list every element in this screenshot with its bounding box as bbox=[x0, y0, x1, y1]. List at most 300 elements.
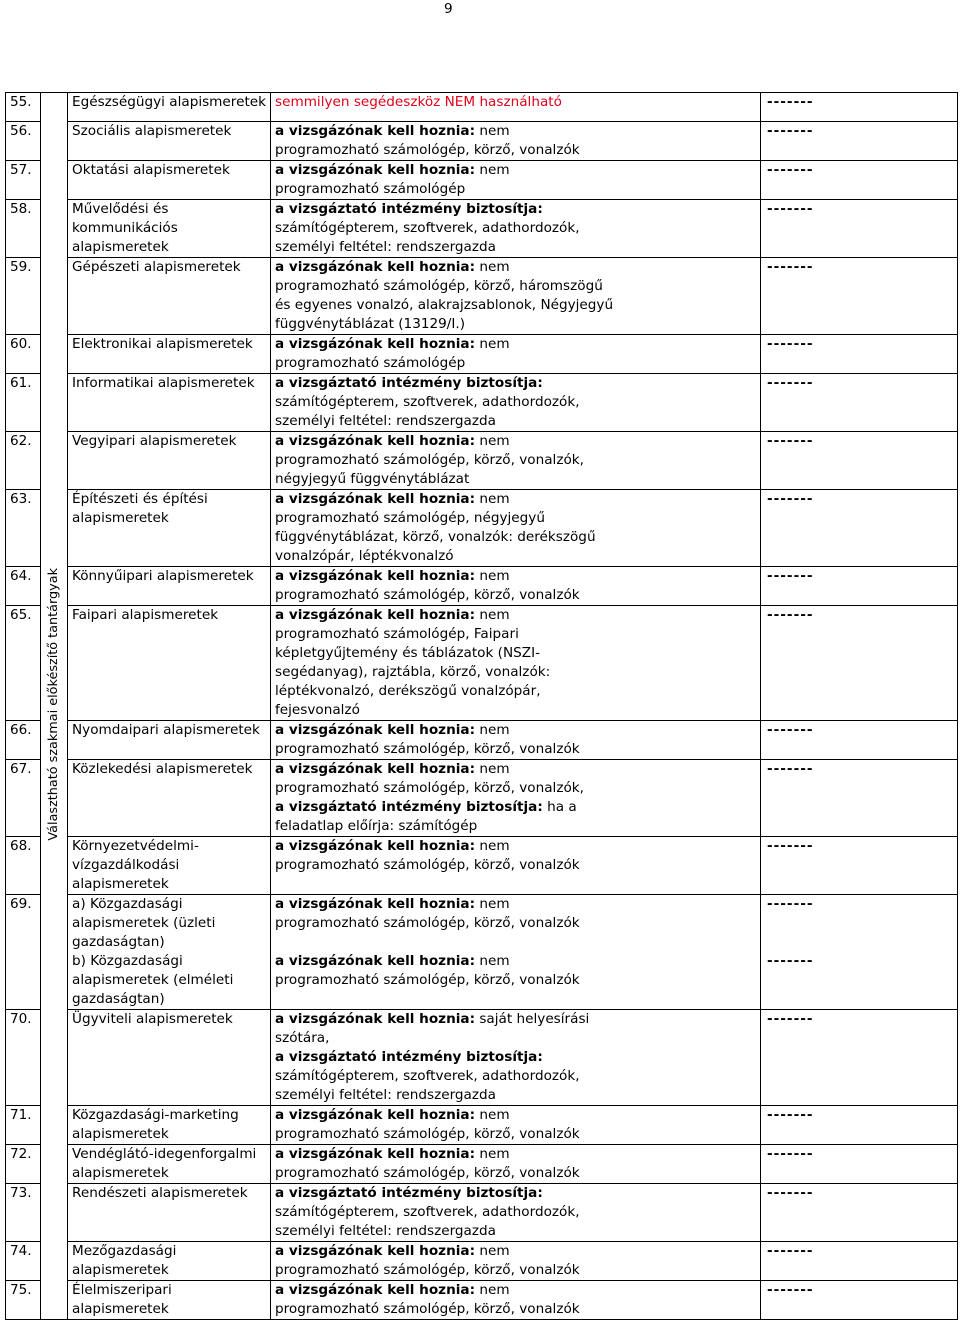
dash-block bbox=[767, 1145, 957, 1183]
dash-block bbox=[767, 258, 957, 334]
exam-table-body bbox=[6, 93, 958, 1320]
requirement-cell bbox=[271, 122, 761, 161]
requirement-line bbox=[275, 1203, 760, 1222]
dash-cell bbox=[761, 258, 958, 335]
subject-cell bbox=[68, 760, 271, 837]
dash-mark: ------- bbox=[767, 201, 814, 217]
requirement-line bbox=[275, 219, 760, 238]
requirement-block bbox=[275, 1242, 760, 1280]
subject-cell bbox=[68, 258, 271, 335]
requirement-block bbox=[275, 161, 760, 199]
table-row bbox=[6, 432, 958, 490]
subject-line: Környezetvédelmi- bbox=[72, 838, 199, 854]
subject-line: alapismeretek bbox=[72, 1301, 169, 1317]
table-row bbox=[6, 721, 958, 760]
requirement-text: nem bbox=[475, 433, 510, 449]
requirement-cell bbox=[271, 1184, 761, 1242]
requirement-line bbox=[275, 1067, 760, 1086]
requirement-heading: a vizsgázónak kell hoznia: bbox=[275, 568, 476, 584]
subject-cell bbox=[68, 1281, 271, 1320]
requirement-line bbox=[275, 122, 760, 141]
requirement-text: vonalzópár, léptékvonalzó bbox=[275, 548, 454, 564]
requirement-line bbox=[275, 1086, 760, 1105]
requirement-line bbox=[275, 914, 760, 933]
requirement-line bbox=[275, 1106, 760, 1125]
requirement-heading: a vizsgáztató intézmény biztosítja: bbox=[275, 1185, 543, 1201]
requirement-line bbox=[275, 528, 760, 547]
requirement-text: programozható számológép, körző, vonalzók bbox=[275, 142, 580, 158]
dash-block bbox=[767, 122, 957, 160]
dash-cell bbox=[761, 567, 958, 606]
subject-cell bbox=[68, 721, 271, 760]
subject-line: Nyomdaipari alapismeretek bbox=[72, 722, 260, 738]
requirement-text: programozható számológép, körző, vonalzók bbox=[275, 857, 580, 873]
requirement-text: saját helyesírási bbox=[475, 1011, 590, 1027]
requirement-line bbox=[275, 1242, 760, 1261]
requirement-text: számítógépterem, szoftverek, adathordozók, bbox=[275, 394, 580, 410]
dash-block bbox=[767, 335, 957, 373]
requirement-text: programozható számológép bbox=[275, 355, 466, 371]
row-number: 55. bbox=[10, 94, 32, 110]
requirement-block bbox=[275, 374, 760, 431]
dash-mark: ------- bbox=[767, 1243, 814, 1259]
requirement-heading: a vizsgázónak kell hoznia: bbox=[275, 433, 476, 449]
requirement-cell bbox=[271, 258, 761, 335]
subject-block bbox=[72, 335, 270, 373]
dash-mark: ------- bbox=[767, 123, 814, 139]
requirement-cell bbox=[271, 161, 761, 200]
requirement-heading: a vizsgázónak kell hoznia: bbox=[275, 896, 476, 912]
row-number-cell bbox=[6, 161, 41, 200]
subject-line: vízgazdálkodási bbox=[72, 857, 180, 873]
table-row bbox=[6, 161, 958, 200]
subject-block bbox=[72, 1145, 270, 1183]
subject-block bbox=[72, 952, 270, 1009]
requirement-heading: a vizsgáztató intézmény biztosítja: bbox=[275, 201, 543, 217]
dash-block bbox=[767, 721, 957, 759]
dash-cell bbox=[761, 837, 958, 895]
dash-block bbox=[767, 1184, 957, 1241]
requirement-text: nem bbox=[475, 1146, 510, 1162]
table-row bbox=[6, 258, 958, 335]
dash-cell bbox=[761, 721, 958, 760]
row-number: 57. bbox=[10, 162, 32, 178]
requirement-line bbox=[275, 663, 760, 682]
requirement-line bbox=[275, 1048, 760, 1067]
subject-line: Rendészeti alapismeretek bbox=[72, 1185, 248, 1201]
requirement-text: négyjegyű függvénytáblázat bbox=[275, 471, 470, 487]
requirement-heading: a vizsgázónak kell hoznia: bbox=[275, 336, 476, 352]
requirement-heading: a vizsgáztató intézmény biztosítja: bbox=[275, 799, 543, 815]
row-number: 62. bbox=[10, 433, 32, 449]
dash-cell bbox=[761, 200, 958, 258]
subject-block bbox=[72, 200, 270, 257]
requirement-heading: a vizsgázónak kell hoznia: bbox=[275, 259, 476, 275]
dash-block bbox=[767, 432, 957, 489]
table-row bbox=[6, 93, 958, 122]
requirement-cell bbox=[271, 374, 761, 432]
requirement-line bbox=[275, 509, 760, 528]
requirement-heading: a vizsgázónak kell hoznia: bbox=[275, 953, 476, 969]
subject-line: Elektronikai alapismeretek bbox=[72, 336, 253, 352]
subject-block bbox=[72, 895, 270, 952]
requirement-text: képletgyűjtemény és táblázatok (NSZI- bbox=[275, 645, 540, 661]
requirement-text: segédanyag), rajztábla, körző, vonalzók: bbox=[275, 664, 551, 680]
requirement-block bbox=[275, 432, 760, 489]
dash-block bbox=[767, 895, 957, 952]
subject-block bbox=[72, 606, 270, 720]
dash-mark: ------- bbox=[767, 433, 814, 449]
subject-line: Közgazdasági-marketing bbox=[72, 1107, 239, 1123]
subject-block bbox=[72, 837, 270, 894]
subject-line: alapismeretek bbox=[72, 1262, 169, 1278]
dash-cell bbox=[761, 335, 958, 374]
row-number-cell bbox=[6, 567, 41, 606]
subject-line: gazdaságtan) bbox=[72, 934, 165, 950]
subject-line: Gépészeti alapismeretek bbox=[72, 259, 241, 275]
requirement-text: nem bbox=[475, 491, 510, 507]
dash-block bbox=[767, 837, 957, 894]
dash-block bbox=[767, 1242, 957, 1280]
table-row bbox=[6, 1242, 958, 1281]
requirement-cell bbox=[271, 760, 761, 837]
requirement-cell bbox=[271, 1281, 761, 1320]
table-row bbox=[6, 335, 958, 374]
requirement-text: programozható számológép, körző, vonalzók bbox=[275, 1165, 580, 1181]
row-number-cell bbox=[6, 606, 41, 721]
subject-line: b) Közgazdasági bbox=[72, 953, 183, 969]
row-number-cell bbox=[6, 1184, 41, 1242]
requirement-block bbox=[275, 335, 760, 373]
table-row bbox=[6, 200, 958, 258]
row-number: 73. bbox=[10, 1185, 32, 1201]
row-number-cell bbox=[6, 1145, 41, 1184]
requirement-text: programozható számológép, körző, vonalzók bbox=[275, 972, 580, 988]
subject-line: Könnyűipari alapismeretek bbox=[72, 568, 254, 584]
row-number: 65. bbox=[10, 607, 32, 623]
requirement-line bbox=[275, 1125, 760, 1144]
subject-block bbox=[72, 1281, 270, 1319]
dash-block bbox=[767, 161, 957, 199]
subject-block bbox=[72, 1242, 270, 1280]
subject-line: alapismeretek bbox=[72, 1126, 169, 1142]
table-row bbox=[6, 490, 958, 567]
requirement-line bbox=[275, 470, 760, 489]
subject-cell bbox=[68, 895, 271, 1010]
dash-block bbox=[767, 490, 957, 566]
requirement-text: személyi feltétel: rendszergazda bbox=[275, 413, 496, 429]
row-number: 59. bbox=[10, 259, 32, 275]
requirement-text: programozható számológép bbox=[275, 181, 466, 197]
subject-line: gazdaságtan) bbox=[72, 991, 165, 1007]
requirement-text: feladatlap előírja: számítógép bbox=[275, 818, 478, 834]
requirement-text: programozható számológép, körző, vonalzók bbox=[275, 1301, 580, 1317]
requirement-line bbox=[275, 721, 760, 740]
requirement-block bbox=[275, 200, 760, 257]
dash-cell bbox=[761, 122, 958, 161]
dash-block bbox=[767, 374, 957, 431]
row-number-cell bbox=[6, 1010, 41, 1106]
row-number: 58. bbox=[10, 201, 32, 217]
requirement-text: léptékvonalzó, derékszögű vonalzópár, bbox=[275, 683, 541, 699]
requirement-line bbox=[275, 1281, 760, 1300]
requirement-heading: a vizsgázónak kell hoznia: bbox=[275, 838, 476, 854]
requirement-line bbox=[275, 277, 760, 296]
table-row bbox=[6, 1010, 958, 1106]
requirement-text: programozható számológép, körző, háromszögű bbox=[275, 278, 603, 294]
subject-cell bbox=[68, 93, 271, 122]
dash-block bbox=[767, 1106, 957, 1144]
requirement-text: függvénytáblázat (13129/I.) bbox=[275, 316, 466, 332]
requirement-line bbox=[275, 180, 760, 199]
subject-cell bbox=[68, 606, 271, 721]
dash-cell bbox=[761, 1242, 958, 1281]
dash-mark: ------- bbox=[767, 259, 814, 275]
requirement-text: programozható számológép, körző, vonalzók bbox=[275, 1126, 580, 1142]
requirement-text: nem bbox=[475, 123, 510, 139]
subject-line: alapismeretek bbox=[72, 876, 169, 892]
dash-cell bbox=[761, 1010, 958, 1106]
subject-block bbox=[72, 1010, 270, 1105]
dash-mark: ------- bbox=[767, 1282, 814, 1298]
requirement-heading: a vizsgázónak kell hoznia: bbox=[275, 761, 476, 777]
requirement-text: programozható számológép, körző, vonalzók bbox=[275, 915, 580, 931]
dash-cell bbox=[761, 1145, 958, 1184]
subject-cell bbox=[68, 567, 271, 606]
dash-mark: ------- bbox=[767, 491, 814, 507]
dash-block bbox=[767, 93, 957, 121]
requirement-cell bbox=[271, 837, 761, 895]
requirement-block bbox=[275, 606, 760, 720]
requirement-text: szótára, bbox=[275, 1030, 330, 1046]
requirement-line bbox=[275, 200, 760, 219]
requirement-line bbox=[275, 296, 760, 315]
row-number-cell bbox=[6, 1281, 41, 1320]
row-number-cell bbox=[6, 258, 41, 335]
subject-cell bbox=[68, 335, 271, 374]
dash-cell bbox=[761, 93, 958, 122]
requirement-line bbox=[275, 740, 760, 759]
requirement-line bbox=[275, 393, 760, 412]
requirement-line bbox=[275, 856, 760, 875]
requirement-text: programozható számológép, körző, vonalzók bbox=[275, 587, 580, 603]
requirement-text: programozható számológép, körző, vonalzók, bbox=[275, 452, 584, 468]
row-number: 64. bbox=[10, 568, 32, 584]
subject-line: kommunikációs bbox=[72, 220, 178, 236]
requirement-text: nem bbox=[475, 568, 510, 584]
requirement-line bbox=[275, 141, 760, 160]
exam-requirements-table bbox=[5, 92, 958, 1320]
requirement-line bbox=[275, 238, 760, 257]
requirement-text: személyi feltétel: rendszergazda bbox=[275, 1087, 496, 1103]
requirement-text: nem bbox=[475, 162, 510, 178]
subject-block bbox=[72, 1106, 270, 1144]
requirement-cell bbox=[271, 895, 761, 1010]
dash-mark: ------- bbox=[767, 1107, 814, 1123]
requirement-line bbox=[275, 779, 760, 798]
dash-mark: ------- bbox=[767, 607, 814, 623]
subject-block bbox=[72, 161, 270, 199]
dash-cell bbox=[761, 895, 958, 1010]
subject-block bbox=[72, 1184, 270, 1241]
requirement-heading: a vizsgázónak kell hoznia: bbox=[275, 1146, 476, 1162]
requirement-line bbox=[275, 1261, 760, 1280]
row-number-cell bbox=[6, 374, 41, 432]
subject-cell bbox=[68, 161, 271, 200]
requirement-text: nem bbox=[475, 607, 510, 623]
table-row bbox=[6, 760, 958, 837]
requirement-heading: a vizsgázónak kell hoznia: bbox=[275, 1243, 476, 1259]
requirement-block bbox=[275, 258, 760, 334]
requirement-text: nem bbox=[475, 896, 510, 912]
requirement-block bbox=[275, 490, 760, 566]
requirement-cell bbox=[271, 432, 761, 490]
row-number-cell bbox=[6, 837, 41, 895]
dash-block bbox=[767, 567, 957, 605]
requirement-line bbox=[275, 1029, 760, 1048]
row-number: 69. bbox=[10, 896, 32, 912]
requirement-block bbox=[275, 567, 760, 605]
subject-cell bbox=[68, 1242, 271, 1281]
dash-cell bbox=[761, 432, 958, 490]
requirement-text: és egyenes vonalzó, alakrajzsablonok, Négyjegyű bbox=[275, 297, 614, 313]
row-number: 66. bbox=[10, 722, 32, 738]
row-number-cell bbox=[6, 200, 41, 258]
requirement-block bbox=[275, 1281, 760, 1319]
dash-block bbox=[767, 760, 957, 836]
subject-line: Ügyviteli alapismeretek bbox=[72, 1011, 233, 1027]
requirement-block bbox=[275, 122, 760, 160]
row-number: 70. bbox=[10, 1011, 32, 1027]
requirement-line bbox=[275, 161, 760, 180]
requirement-heading: a vizsgázónak kell hoznia: bbox=[275, 1282, 476, 1298]
requirement-line bbox=[275, 315, 760, 334]
requirement-text: nem bbox=[475, 1243, 510, 1259]
subject-line: alapismeretek bbox=[72, 1165, 169, 1181]
dash-block bbox=[767, 952, 957, 1009]
subject-line: Közlekedési alapismeretek bbox=[72, 761, 253, 777]
subject-block bbox=[72, 93, 270, 121]
requirement-line bbox=[275, 412, 760, 431]
row-number-cell bbox=[6, 721, 41, 760]
dash-block bbox=[767, 606, 957, 720]
dash-cell bbox=[761, 161, 958, 200]
row-number: 68. bbox=[10, 838, 32, 854]
requirement-block bbox=[275, 721, 760, 759]
subject-line: Szociális alapismeretek bbox=[72, 123, 232, 139]
requirement-heading: a vizsgázónak kell hoznia: bbox=[275, 722, 476, 738]
requirement-line bbox=[275, 701, 760, 720]
requirement-line bbox=[275, 547, 760, 566]
requirement-line bbox=[275, 682, 760, 701]
requirement-heading: a vizsgáztató intézmény biztosítja: bbox=[275, 375, 543, 391]
row-number-cell bbox=[6, 760, 41, 837]
requirement-text: nem bbox=[475, 1282, 510, 1298]
subject-cell bbox=[68, 1106, 271, 1145]
requirement-line bbox=[275, 258, 760, 277]
subject-line: Faipari alapismeretek bbox=[72, 607, 219, 623]
row-number: 60. bbox=[10, 336, 32, 352]
requirement-text: nem bbox=[475, 336, 510, 352]
requirement-line bbox=[275, 1010, 760, 1029]
requirement-line bbox=[275, 1145, 760, 1164]
table-row bbox=[6, 1106, 958, 1145]
requirement-line bbox=[275, 644, 760, 663]
dash-mark: ------- bbox=[767, 1185, 814, 1201]
dash-block bbox=[767, 200, 957, 257]
requirement-line bbox=[275, 374, 760, 393]
subject-block bbox=[72, 721, 270, 759]
requirement-text: programozható számológép, körző, vonalzók bbox=[275, 1262, 580, 1278]
subject-cell bbox=[68, 1010, 271, 1106]
requirement-line bbox=[275, 798, 760, 817]
requirement-text: programozható számológép, körző, vonalzók, bbox=[275, 780, 584, 796]
dash-cell bbox=[761, 374, 958, 432]
row-number: 56. bbox=[10, 123, 32, 139]
requirement-line bbox=[275, 1300, 760, 1319]
dash-mark: ------- bbox=[767, 722, 814, 738]
requirement-text: nem bbox=[475, 953, 510, 969]
requirement-line bbox=[275, 451, 760, 470]
subject-line: a) Közgazdasági bbox=[72, 896, 183, 912]
requirement-line bbox=[275, 432, 760, 451]
requirement-heading: a vizsgázónak kell hoznia: bbox=[275, 1107, 476, 1123]
subject-cell bbox=[68, 432, 271, 490]
subject-block bbox=[72, 432, 270, 489]
requirement-text: nem bbox=[475, 259, 510, 275]
requirement-text: semmilyen segédeszköz NEM használható bbox=[275, 94, 562, 110]
dash-mark: ------- bbox=[767, 94, 814, 110]
table-row bbox=[6, 895, 958, 1010]
requirement-line bbox=[275, 1222, 760, 1241]
requirement-cell bbox=[271, 335, 761, 374]
requirement-text: számítógépterem, szoftverek, adathordozók, bbox=[275, 1204, 580, 1220]
requirement-text: személyi feltétel: rendszergazda bbox=[275, 239, 496, 255]
requirement-line bbox=[275, 895, 760, 914]
requirement-heading: a vizsgázónak kell hoznia: bbox=[275, 123, 476, 139]
subject-cell bbox=[68, 1184, 271, 1242]
table-row bbox=[6, 374, 958, 432]
page-number: 9 bbox=[444, 1, 453, 17]
dash-mark: ------- bbox=[767, 375, 814, 391]
requirement-cell bbox=[271, 606, 761, 721]
requirement-heading: a vizsgázónak kell hoznia: bbox=[275, 607, 476, 623]
requirement-text: személyi feltétel: rendszergazda bbox=[275, 1223, 496, 1239]
requirement-text: programozható számológép, körző, vonalzók bbox=[275, 741, 580, 757]
subject-block bbox=[72, 567, 270, 605]
requirement-cell bbox=[271, 1106, 761, 1145]
row-number-cell bbox=[6, 490, 41, 567]
row-number: 61. bbox=[10, 375, 32, 391]
subject-line: Vegyipari alapismeretek bbox=[72, 433, 237, 449]
requirement-line bbox=[275, 760, 760, 779]
requirement-block bbox=[275, 93, 760, 121]
subject-block bbox=[72, 490, 270, 566]
requirement-line bbox=[275, 952, 760, 971]
requirement-text: nem bbox=[475, 722, 510, 738]
requirement-line bbox=[275, 1184, 760, 1203]
row-number: 67. bbox=[10, 761, 32, 777]
subject-line: Mezőgazdasági bbox=[72, 1243, 177, 1259]
requirement-heading: a vizsgázónak kell hoznia: bbox=[275, 1011, 476, 1027]
requirement-cell bbox=[271, 721, 761, 760]
requirement-heading: a vizsgázónak kell hoznia: bbox=[275, 162, 476, 178]
requirement-heading: a vizsgázónak kell hoznia: bbox=[275, 491, 476, 507]
dash-cell bbox=[761, 490, 958, 567]
requirement-text: függvénytáblázat, körző, vonalzók: derékszögű bbox=[275, 529, 596, 545]
table-row bbox=[6, 122, 958, 161]
requirement-text: programozható számológép, Faipari bbox=[275, 626, 519, 642]
